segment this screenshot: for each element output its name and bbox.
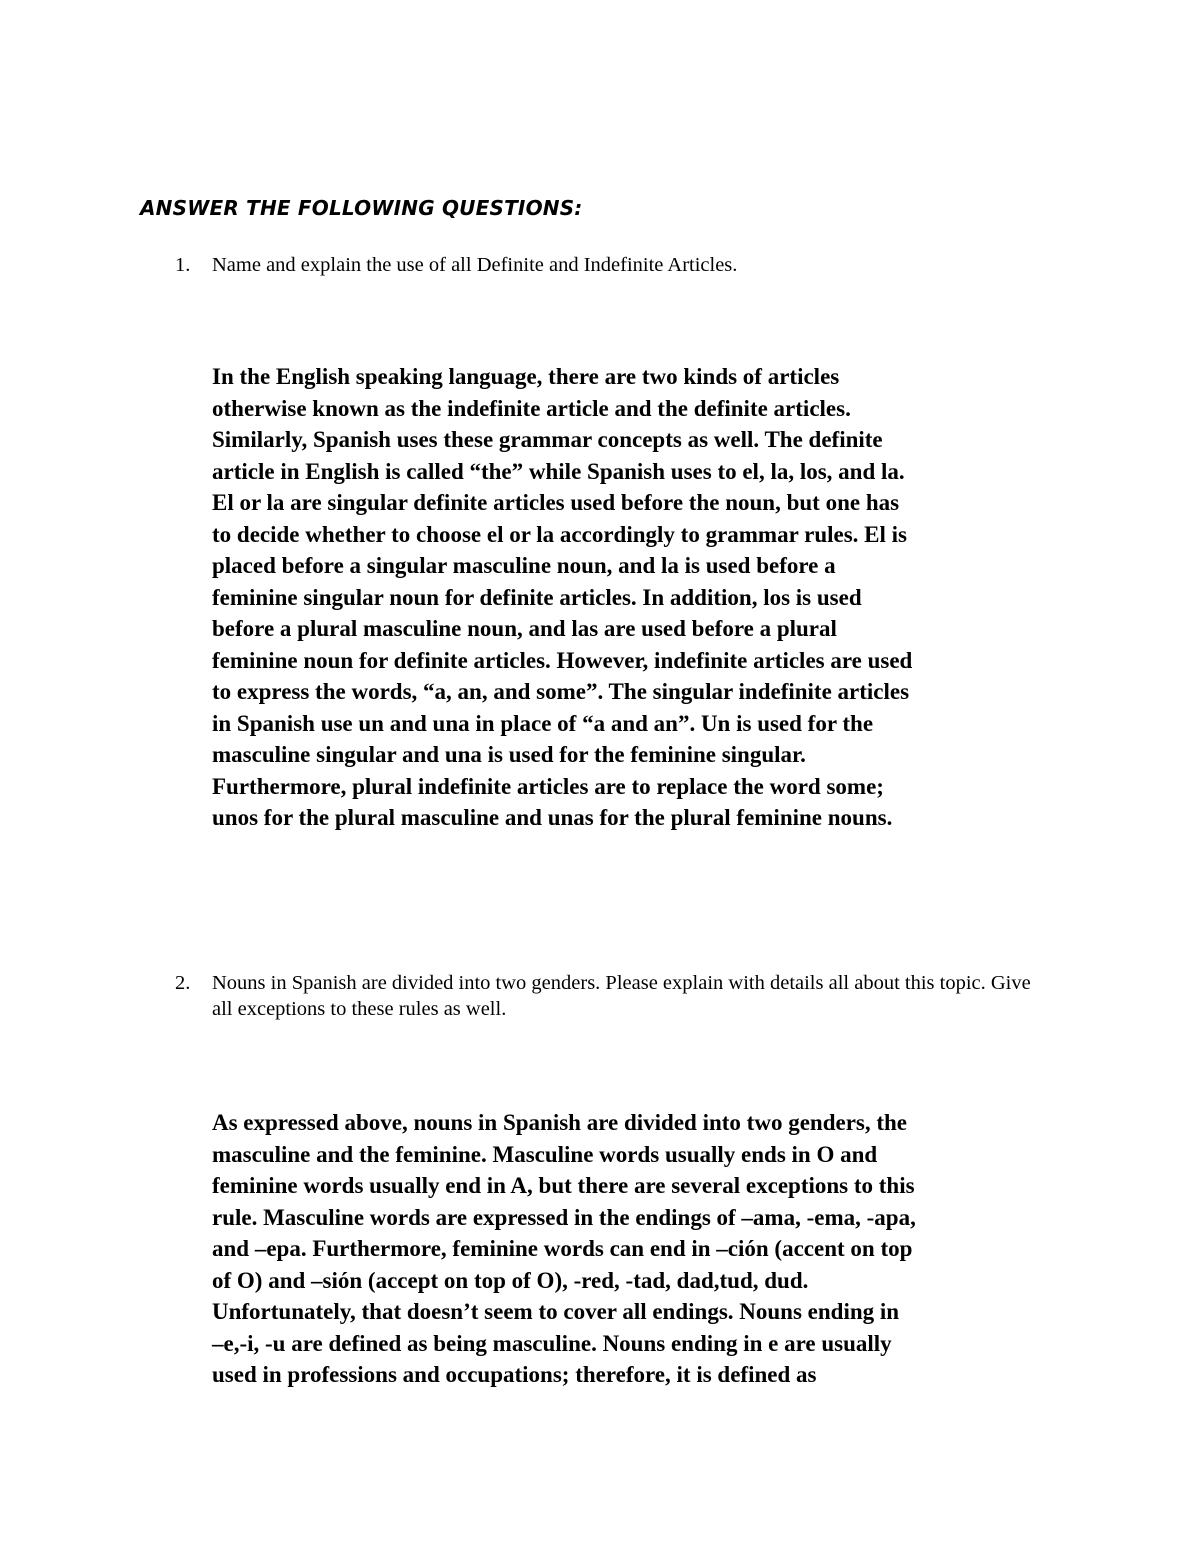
answer-1 <box>212 361 1072 834</box>
answer-line: feminine singular noun for definite articles. In addition, los is used <box>212 584 862 610</box>
answer-line: in Spanish use un and una in place of “a and an”. Un is used for the <box>212 710 874 736</box>
question-2 <box>175 970 1055 1022</box>
answer-line: before a plural masculine noun, and las are used before a plural <box>212 616 837 641</box>
answer-line: El or la are singular definite articles used before the noun, but one has <box>212 490 900 515</box>
page-heading: ANSWER THE FOLLOWING QUESTIONS: <box>140 196 583 220</box>
answer-line: masculine and the feminine. Masculine words usually ends in O and <box>212 1141 878 1167</box>
answer-line: –e,-i, -u are defined as being masculine. Nouns ending in e are usually <box>212 1330 892 1356</box>
answer-line: Unfortunately, that doesn’t seem to cover all endings. Nouns ending in <box>212 1299 900 1324</box>
answer-line: and –epa. Furthermore, feminine words can end in –ción (accent on top <box>212 1236 913 1261</box>
question-1 <box>175 252 1055 278</box>
answer-line: feminine words usually end in A, but there are several exceptions to this <box>212 1173 915 1198</box>
answer-line: to express the words, “a, an, and some”. The singular indefinite articles <box>212 679 910 704</box>
answer-line: to decide whether to choose el or la accordingly to grammar rules. El is <box>212 521 908 547</box>
answer-line: unos for the plural masculine and unas for the plural feminine nouns. <box>212 805 893 830</box>
answer-line: As expressed above, nouns in Spanish are divided into two genders, the <box>212 1110 908 1135</box>
answer-line: masculine singular and una is used for the feminine singular. <box>212 742 806 767</box>
answer-line: article in English is called “the” while Spanish uses to el, la, los, and la. <box>212 458 905 484</box>
answer-line: rule. Masculine words are expressed in the endings of –ama, -ema, -apa, <box>212 1204 916 1230</box>
question-text: Nouns in Spanish are divided into two genders. Please explain with details all about this topic. Give all exceptions to these rules as well. <box>212 972 1031 1020</box>
question-text: Name and explain the use of all Definite and Indefinite Articles. <box>212 254 738 276</box>
answer-line: Similarly, Spanish uses these grammar concepts as well. The definite <box>212 427 883 452</box>
answer-line: Furthermore, plural indefinite articles are to replace the word some; <box>212 773 884 799</box>
answer-2 <box>212 1107 1072 1391</box>
answer-line: of O) and –sión (accept on top of O), -red, -tad, dad,tud, dud. <box>212 1267 809 1293</box>
answer-line: used in professions and occupations; therefore, it is defined as <box>212 1362 817 1387</box>
answer-line: placed before a singular masculine noun, and la is used before a <box>212 553 836 578</box>
question-number: 2. <box>175 972 191 994</box>
question-number: 1. <box>175 254 191 276</box>
answer-line: otherwise known as the indefinite article and the definite articles. <box>212 395 851 421</box>
answer-line: feminine noun for definite articles. However, indefinite articles are used <box>212 647 913 673</box>
answer-line: In the English speaking language, there are two kinds of articles <box>212 364 840 389</box>
